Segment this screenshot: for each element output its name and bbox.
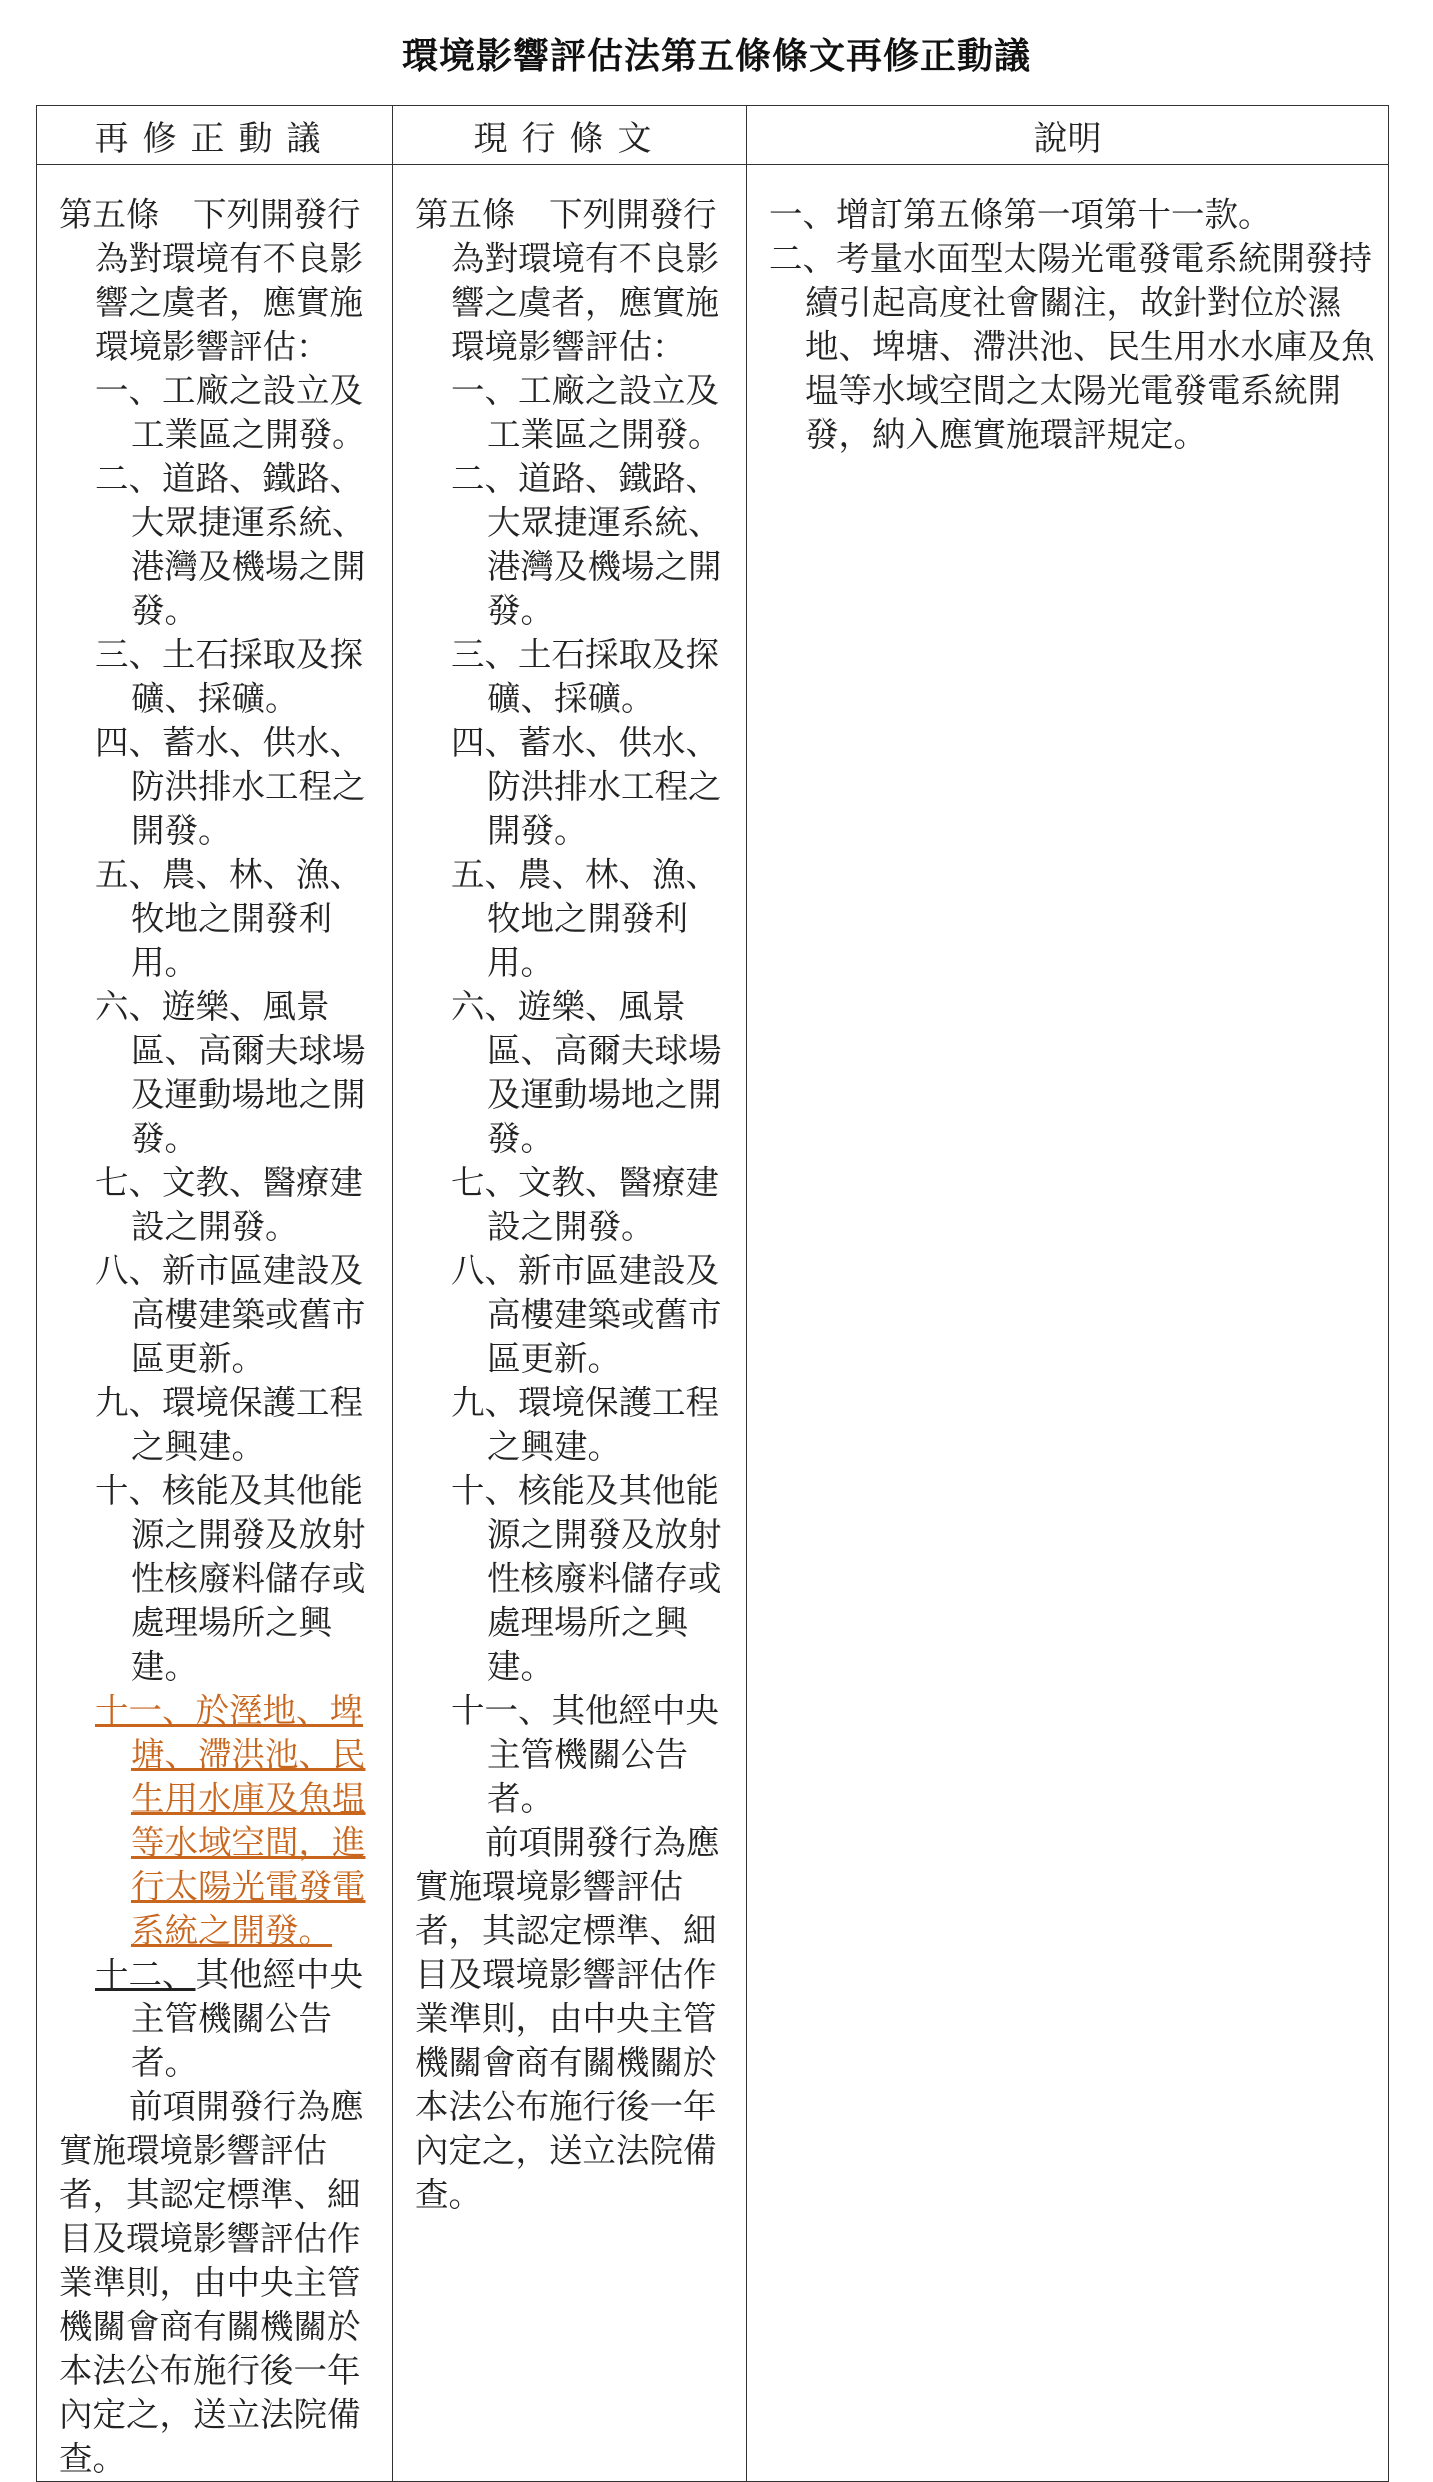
content-row (37, 165, 1389, 2482)
article-intro: 第五條 下列開發行為對環境有不良影響之虞者，應實施環境影響評估： (415, 195, 719, 366)
list-item: 八、新市區建設及高樓建築或舊市區更新。 (95, 1251, 366, 1378)
amendment-column (37, 165, 393, 2482)
list-item: 九、環境保護工程之興建。 (95, 1383, 363, 1466)
list-item: 五、農、林、漁、牧地之開發利用。 (95, 855, 363, 982)
amendment-text: 十一、於溼地、埤塘、滯洪池、民生用水庫及魚塭等水域空間，進行太陽光電發電系統之開發。 (95, 1691, 366, 1950)
article-intro: 第五條 下列開發行為對環境有不良影響之虞者，應實施環境影響評估： (59, 195, 363, 366)
list-item: 七、文教、醫療建設之開發。 (451, 1163, 719, 1246)
header-row (37, 106, 1389, 165)
list-item: 三、土石採取及探礦、採礦。 (451, 635, 719, 718)
explanation-note: 二、考量水面型太陽光電發電系統開發持續引起高度社會關注，故針對位於濕地、埤塘、滯洪池、民生用水水庫及魚塭等水域空間之太陽光電發電系統開發，納入應實施環評規定。 (769, 239, 1375, 454)
list-item-twelve (59, 1953, 382, 2085)
list-item: 十、核能及其他能源之開發及放射性核廢料儲存或處理場所之興建。 (95, 1471, 366, 1686)
header-amendment: 再修正動議 (37, 106, 393, 165)
list-item: 一、工廠之設立及工業區之開發。 (95, 371, 366, 454)
list-item: 六、遊樂、風景區、高爾夫球場及運動場地之開發。 (95, 987, 366, 1158)
list-item: 八、新市區建設及高樓建築或舊市區更新。 (451, 1251, 722, 1378)
comparison-table (36, 105, 1389, 2482)
closing-paragraph: 前項開發行為應實施環境影響評估者，其認定標準、細目及環境影響評估作業準則，由中央主管機關會商有關機關於本法公布施行後一年內定之，送立法院備查。 (59, 2087, 364, 2478)
list-item: 四、蓄水、供水、防洪排水工程之開發。 (451, 723, 722, 850)
list-item: 二、道路、鐵路、大眾捷運系統、港灣及機場之開發。 (95, 459, 366, 630)
current-column (393, 165, 747, 2482)
list-item: 六、遊樂、風景區、高爾夫球場及運動場地之開發。 (451, 987, 722, 1158)
list-item: 三、土石採取及探礦、採礦。 (95, 635, 363, 718)
list-item: 四、蓄水、供水、防洪排水工程之開發。 (95, 723, 366, 850)
closing-paragraph: 前項開發行為應實施環境影響評估者，其認定標準、細目及環境影響評估作業準則，由中央主管機關會商有關機關於本法公布施行後一年內定之，送立法院備查。 (415, 1823, 720, 2214)
list-item: 十、核能及其他能源之開發及放射性核廢料儲存或處理場所之興建。 (451, 1471, 722, 1686)
explanation-column (747, 165, 1389, 2482)
document-title: 環境影響評估法第五條條文再修正動議 (401, 36, 1031, 77)
list-item-text: 其他經中央主管機關公告者。 (131, 1955, 363, 2082)
header-current: 現行條文 (393, 106, 747, 165)
new-item-eleven (59, 1689, 382, 1953)
renumbered-prefix: 十二、 (95, 1955, 196, 1994)
explanation-note: 一、增訂第五條第一項第十一款。 (769, 195, 1272, 234)
list-item: 九、環境保護工程之興建。 (451, 1383, 719, 1466)
header-explanation: 說明 (747, 106, 1389, 165)
list-item: 七、文教、醫療建設之開發。 (95, 1163, 363, 1246)
list-item: 二、道路、鐵路、大眾捷運系統、港灣及機場之開發。 (451, 459, 722, 630)
list-item: 一、工廠之設立及工業區之開發。 (451, 371, 722, 454)
list-item: 五、農、林、漁、牧地之開發利用。 (451, 855, 719, 982)
list-item: 十一、其他經中央主管機關公告者。 (451, 1691, 719, 1818)
